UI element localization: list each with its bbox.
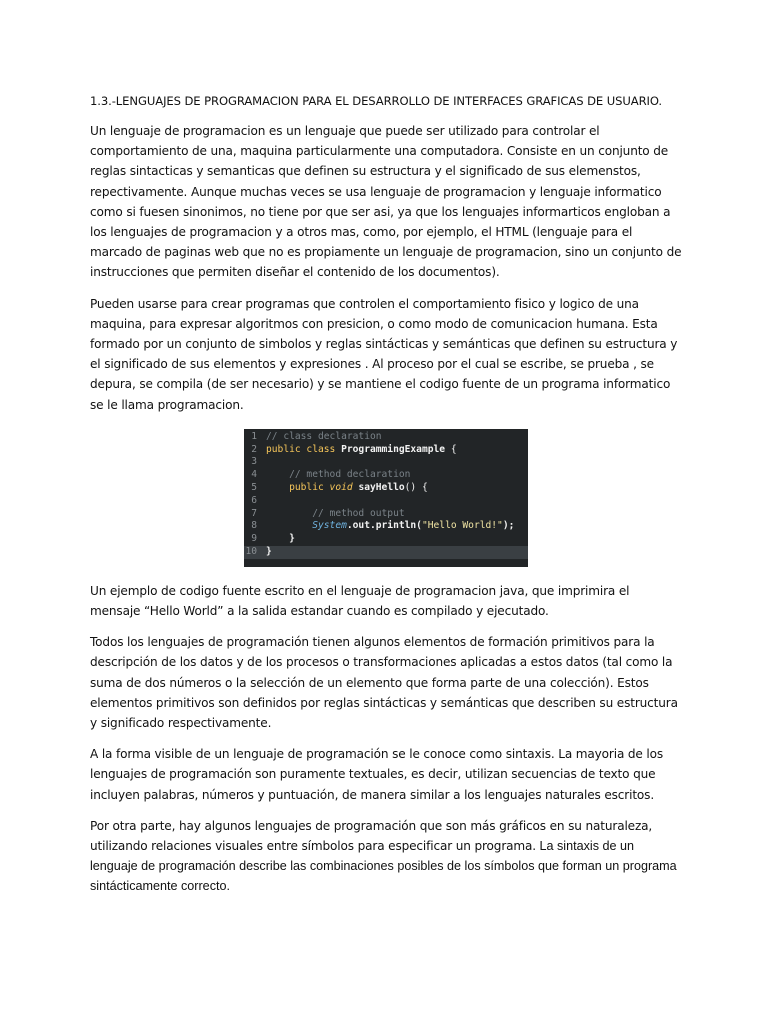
code-line bbox=[244, 456, 528, 469]
line-number: 2 bbox=[251, 443, 257, 455]
paragraph-graphical-part2: La sintaxis de un lenguaje de programación describe las combinaciones posibles de los símbolos que forman un programa sintácticamente correcto. bbox=[90, 839, 677, 894]
line-number: 3 bbox=[251, 456, 257, 468]
line-number: 9 bbox=[251, 533, 257, 545]
paragraph-uses: Pueden usarse para crear programas que controlen el comportamiento fisico y logico de una maquina, para expresar algoritmos con presicion, o como modo de comunicacion humana. Esta formado por un conjunto de simbolos y reglas sintácticas y semánticas que definen su estructura y el significado de sus elementos y expresiones . Al proceso por el cual se escribe, se prueba , se depura, se compila (de ser necesario) y se mantiene el codigo fuente de un programa informatico se le llama programacion. bbox=[90, 296, 678, 412]
code-line bbox=[244, 520, 528, 533]
code-comment: // method declaration bbox=[289, 469, 411, 481]
line-number: 8 bbox=[251, 520, 257, 532]
paragraph-graphical bbox=[90, 816, 682, 897]
code-type: System bbox=[312, 520, 347, 532]
code-keyword: public bbox=[289, 482, 330, 494]
line-number: 5 bbox=[251, 482, 257, 494]
code-line bbox=[244, 469, 528, 482]
code-method-name: sayHello bbox=[358, 482, 405, 494]
code-brace: } bbox=[289, 533, 295, 545]
paragraph-primitives: Todos los lenguajes de programación tienen algunos elementos de formación primitivos para la descripción de los datos y de los procesos o transformaciones aplicadas a estos datos (tal como la suma de dos números o la selección de un elemento que forma parte de una colección). Estos elementos primitivos son definidos por reglas sintácticas y semánticas que describen su estructura y significado respectivamente. bbox=[90, 635, 678, 731]
code-line bbox=[244, 482, 528, 495]
paragraph-graphical-part1: Por otra parte, hay algunos lenguajes de programación que son más gráficos en su naturaleza, utilizando relaciones visuales entre símbolos para especificar un programa. bbox=[90, 818, 653, 854]
line-number: 7 bbox=[251, 507, 257, 519]
code-end: ); bbox=[502, 520, 515, 532]
line-number: 1 bbox=[251, 430, 257, 442]
code-figure bbox=[90, 429, 682, 567]
code-brace: { bbox=[445, 443, 457, 455]
code-line bbox=[244, 495, 528, 508]
code-keyword: public class bbox=[266, 443, 342, 455]
code-line bbox=[244, 431, 528, 444]
code-line bbox=[244, 533, 528, 546]
code-caption: Un ejemplo de codigo fuente escrito en el lenguaje de programacion java, que imprimira el mensaje “Hello World” a la salida estandar cuando es compilado y ejecutado. bbox=[90, 583, 630, 619]
code-line bbox=[244, 444, 528, 457]
code-brace: } bbox=[266, 546, 272, 558]
code-call: .out.println( bbox=[346, 520, 422, 532]
code-parens: () { bbox=[404, 482, 428, 494]
line-number: 6 bbox=[251, 494, 257, 506]
code-screenshot bbox=[244, 429, 528, 567]
code-line bbox=[244, 508, 528, 521]
code-string: "Hello World!" bbox=[421, 520, 503, 532]
line-number: 4 bbox=[251, 469, 257, 481]
code-comment: // method output bbox=[312, 507, 405, 519]
paragraph-syntax: A la forma visible de un lenguaje de programación se le conoce como sintaxis. La mayoria de los lenguajes de programación son puramente textuales, es decir, utilizan secuencias de texto que incluyen palabras, números y puntuación, de manera similar a los lenguajes naturales escritos. bbox=[90, 747, 664, 802]
code-line bbox=[244, 546, 528, 559]
section-heading: 1.3.-LENGUAJES DE PROGRAMACION PARA EL DESARROLLO DE INTERFACES GRAFICAS DE USUARIO. bbox=[90, 94, 663, 108]
code-class-name: ProgrammingExample bbox=[341, 443, 446, 455]
code-keyword-void: void bbox=[329, 482, 359, 494]
paragraph-definition: Un lenguaje de programacion es un lenguaje que puede ser utilizado para controlar el comportamiento de una, maquina particularmente una computadora. Consiste en un conjunto de reglas sintacticas y semanticas que definen su estructura y el significado de sus elemenstos, repectivamente. Aunque muchas veces se usa lenguaje de programacion y lenguaje informatico como si fuesen sinonimos, no tiene por que ser asi, ya que los lenguajes informarticos engloban a los lenguajes de programacion y a otros mas, como, por ejemplo, el HTML (lenguaje para el marcado de paginas web que no es propiamente un lenguaje de programacion, sino un conjunto de instrucciones que permiten diseñar el contenido de los documentos). bbox=[90, 124, 682, 280]
line-number: 10 bbox=[245, 546, 257, 558]
code-comment: // class declaration bbox=[266, 430, 382, 442]
